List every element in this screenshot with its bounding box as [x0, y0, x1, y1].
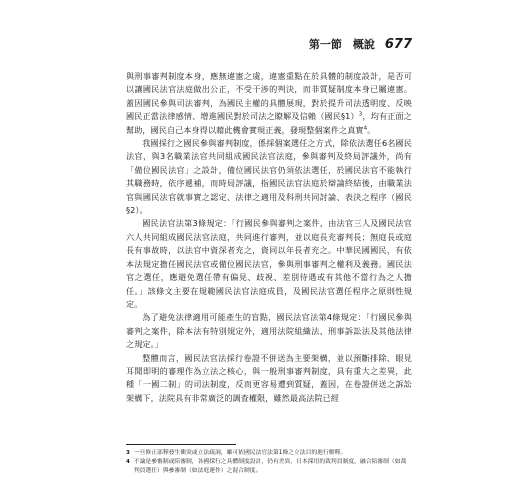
page-header [300, 36, 412, 52]
footnote-4 [126, 458, 412, 476]
footnote-text: 不論是參審制或陪審制，各國採行之具體制度設計，仍有差異，日本採用的裁判員制度，融合陪審制（如裁判員選任）與參審制（如法庭運作）之混合制度。 [133, 459, 407, 474]
paragraph-2: 我國採行之國民參與審判制度，係採個案選任之方式，除依法選任6名國民法官，與3名職業法官共同組成國民法官法庭，參與審判及終局評議外，尚有「備位國民法官」之設計，備位國民法官仍須依法選任，於國民法官不能執行其職務時，依序遞補，而時局評議，指國民法官法庭於辯論終結後，由職業法官與國民法官就事實之認定、法律之適用及科刑共同討論、表決之程序（國民§2）。 [126, 138, 412, 216]
footnote-mark: 3 [126, 450, 130, 456]
paragraph-4: 為了避免法律適用可能產生的盲點，國民法官法第4條規定：「行國民參與審判之案件，除本法有特別規定外，適用法院組織法、刑事訴訟法及其他法律之規定。」 [126, 312, 412, 350]
paragraph-1-text: 與刑事審判制度本身，應無違憲之虞，違憲重點在於具體的制度設計，是否可以讓國民法官法庭做出公正，不受干涉的判決，而非質疑制度本身已屬違憲。蓋因國民參與司法審判，為國民主權的具體展現，對於提升司法透明度、反映國民正當法律感情、增進國民對於司法之瞭解及信賴（國民§1） [126, 71, 412, 122]
body-text [126, 70, 412, 405]
footnote-ref-4[interactable]: 4 [363, 124, 368, 131]
footnotes [126, 449, 412, 476]
page-number: 677 [384, 37, 412, 52]
section-title: 第一節 概說 [308, 38, 375, 51]
footnote-mark: 4 [126, 459, 130, 465]
footnote-ref-3[interactable]: 3 [358, 111, 363, 118]
paragraph-3: 國民法官法第3條規定：「行國民參與審判之案件，由法官三人及國民法官六人共同組成國民法官法庭，共同進行審判，並以庭長充審判長；無庭長或庭長有事故時，以法官中資深者充之，資同以年長者充之。中華民國國民，有依本法規定擔任國民法官或備位國民法官，參與刑事審判之權利及義務。國民法官之選任，應避免選任帶有偏見、歧視、差別待遇或有其他不當行為之人擔任。」該條文主要在規範國民法官法庭成員，及國民法官選任程序之原則性規定。 [126, 218, 412, 309]
footnote-text: 一旦修正部釋發生衝突或立法疏洞，雖可依國民法官法第1條之立法目的進行解釋。 [133, 450, 347, 456]
paragraph-5: 整體而言，國民法官法採行卷證不併送為主要架構，並以預斷排除、眼見耳聞即明的審理作為立法之核心，與一般刑事審判制度，具有重大之差異，此種「一國二制」的司法制度，反而更容易遭到質疑，蓋因，在卷證併送之訴訟架構下，法院具有非常廣泛的調查權限，雖然最高法院已經 [126, 352, 412, 403]
paragraph-1-tail: ，均有正面之幫助，國民自己本身得以藉此機會實現正義，發現整個案件之真實 [126, 111, 412, 135]
paragraph-1-end: 。 [367, 124, 376, 135]
paragraph-1 [126, 70, 412, 137]
footnote-divider [126, 444, 236, 445]
footnote-3 [126, 449, 412, 458]
